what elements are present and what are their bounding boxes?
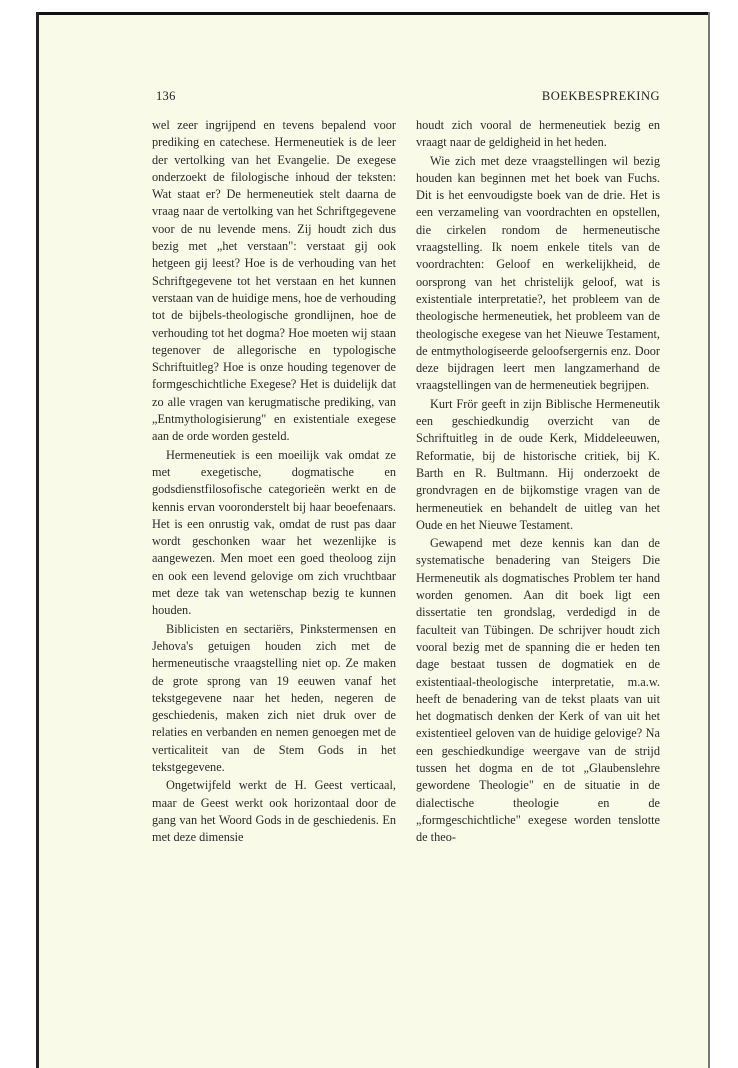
paragraph: Biblicisten en sectariërs, Pinkstermensen en Jehova's getuigen houden zich met de hermeneutische vraagstelling niet op. Ze maken de grote sprong van 19 eeuwen vanaf het tekstgegevene naar het heden, negeren de geschiedenis, maken zich niet druk over de relaties en verbanden en nemen genoegen met de verticaliteit van de Stem Gods in het tekstgegevene. <box>152 621 396 774</box>
scan-border-right <box>708 12 738 1068</box>
scan-border-left <box>0 12 39 1068</box>
paragraph: Kurt Frör geeft in zijn Biblische Hermeneutik een geschiedkundig overzicht van de Schriftuitleg in de oude Kerk, Middeleeuwen, Reformatie, bij de historische critiek, bij K. Barth en R. Bultmann. Hij onderzoekt de grondvragen en de bijkomstige vragen van de hermeneutiek en behandelt de uitleg van het Oude en het Nieuwe Testament. <box>416 396 660 532</box>
paragraph: Gewapend met deze kennis kan dan de systematische benadering van Steigers Die Hermeneutik als dogmatisches Problem ter hand worden genomen. Aan dit boek ligt een dissertatie ten grondslag, verdedigd in de faculteit van Tübingen. De schrijver houdt zich vooral bezig met de spanning die er heden ten dage bestaat tussen de dogmatiek en de existentiaal-theologische interpretatie, m.a.w. heeft de benadering van de tekst plaats van uit het dogmatisch denken der Kerk of van uit het existentieel geloven van de huidige gelovige? Na een geschiedkundige weergave van de strijd tussen het dogma en de tot „Glaubenslehre gewordene Theologie" en de situatie in de dialectische theologie en de „formgeschichtliche" exegese worden tenslotte de theo- <box>416 536 660 845</box>
scan-border-top <box>0 0 738 15</box>
paragraph: Wie zich met deze vraagstellingen wil bezig houden kan beginnen met het boek van Fuchs. Dit is het eenvoudigste boek van de drie. Het is een verzameling van voordrachten en opstellen, die cirkelen rondom de hermeneutische vraagstelling. Ik noem enkele titels van de voordrachten: Geloof en werkelijkheid, de oorsprong van het christelijk geloof, wat is existentiale interpretatie?, het probleem van de theologische hermeneutiek, het probleem van de theologische exegese van het Nieuwe Testament, de entmythologiseerde geloofsergernis enz. Door deze bijdragen leert men langzamerhand de vraagstellingen van de hermeneutiek begrijpen. <box>416 153 660 393</box>
page-number: 136 <box>156 89 176 103</box>
paragraph: Hermeneutiek is een moeilijk vak omdat ze met exegetische, dogmatische en godsdienstfilosofische categorieën werkt en de kennis ervan vooronderstelt bij haar beoefenaars. Het is een onrustig vak, omdat de rust pas daar wordt geschonken waar het wezenlijke is aangewezen. Men moet een goed theoloog zijn en ook een levend gelovige om zich vruchtbaar met deze tak van wetenschap bezig te kunnen houden. <box>152 447 396 618</box>
paragraph: wel zeer ingrijpend en tevens bepalend voor prediking en catechese. Hermeneutiek is de leer der vertolking van het Evangelie. De exegese onderzoekt de filologische inhoud der teksten: Wat staat er? De hermeneutiek stelt daarna de vraag naar de vertolking van het Schriftgegevene voor de nu levende mens. Zij houdt zich dus bezig met „het verstaan": verstaat gij ook hetgeen gij leest? Hoe is de verhouding van het Schriftgegevene tot het verstaan en het kunnen verstaan van de huidige mens, hoe de verhouding tot de bijbels-theologische grondlijnen, hoe de verhouding tot het dogma? Hoe moeten wij staan tegenover de allegorische en typologische Schriftuitleg? Hoe is onze houding tegenover de formgeschichtliche Exegese? Het is duidelijk dat zo alle vragen van kerugmatische prediking, van „Entmythologisierung" en existentiale exegese aan de orde worden gesteld. <box>152 118 396 444</box>
running-head: BOEKBESPREKING <box>541 89 660 103</box>
left-column <box>152 117 396 846</box>
paragraph: Ongetwijfeld werkt de H. Geest verticaal, maar de Geest werkt ook horizontaal door de gang van het Woord Gods in de geschiedenis. En met deze dimensie <box>152 778 396 845</box>
right-column <box>416 117 660 846</box>
paragraph: houdt zich vooral de hermeneutiek bezig en vraagt naar de geldigheid in het heden. <box>416 118 660 150</box>
